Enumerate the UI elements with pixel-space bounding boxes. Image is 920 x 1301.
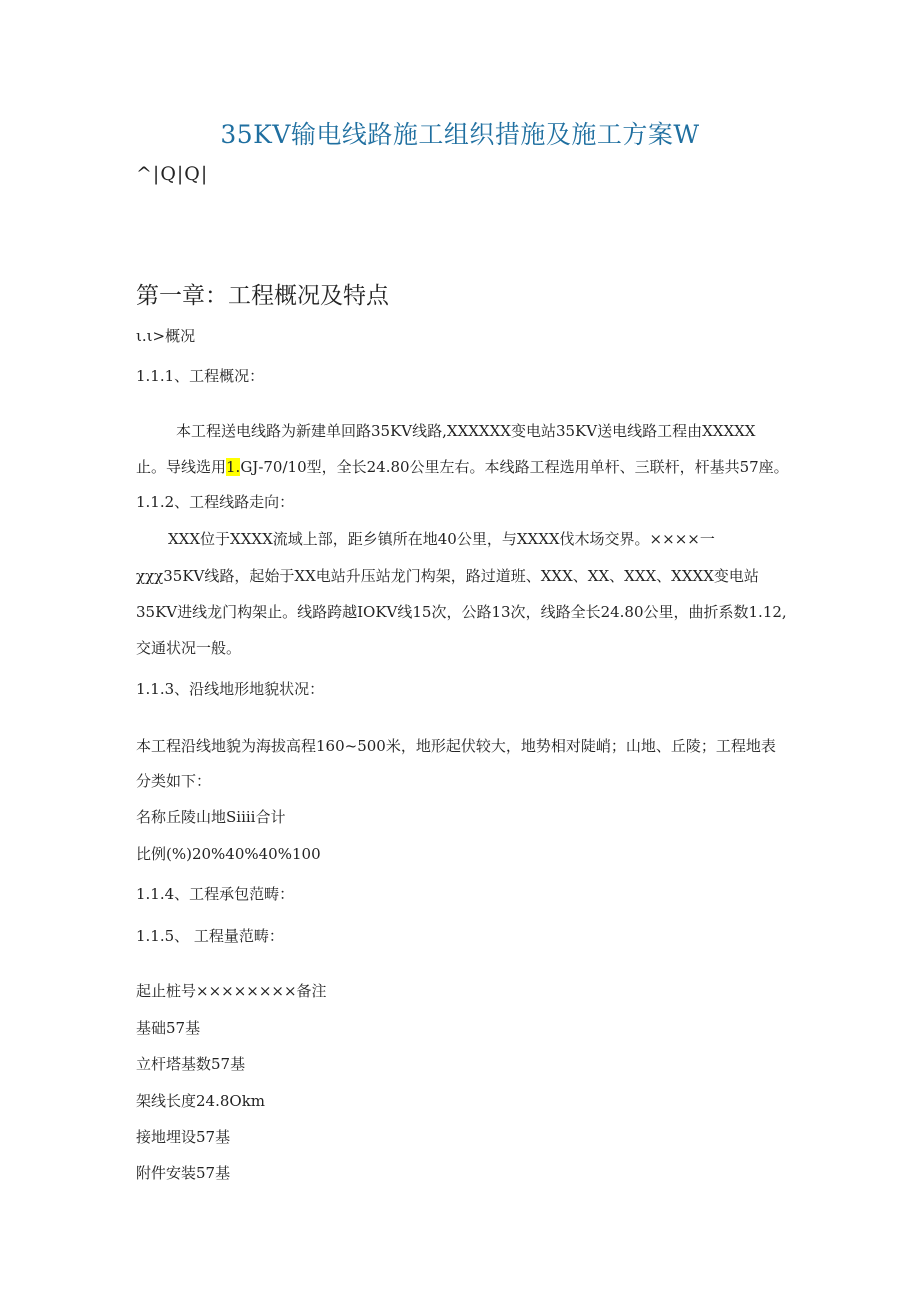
quantity-row: 架线长度24.8Okm <box>136 1092 266 1110</box>
paragraph-3-line-2: 分类如下： <box>136 772 212 790</box>
paragraph-1-line-1: 本工程送电线路为新建单回路35KV线路,XXXXXX变电站35KV送电线路工程由XXXXX <box>176 422 756 440</box>
section-heading-1-1-1: 1.1.1、工程概况： <box>136 367 265 385</box>
paragraph-1-line-2 <box>136 457 789 477</box>
section-heading-1-1-2: 1.1.2、工程线路走向： <box>136 493 295 511</box>
section-heading-1-1-4: 1.1.4、工程承包范畴： <box>136 885 295 903</box>
quantity-row: 基础57基 <box>136 1019 201 1037</box>
terrain-header-row: 名称丘陵山地Siiii合计 <box>136 808 286 826</box>
section-heading-1-1-5: 1.1.5、 工程量范畴： <box>136 927 284 945</box>
highlighted-text: 1. <box>226 458 241 476</box>
section-heading-1-1-3: 1.1.3、沿线地形地貌状况： <box>136 680 325 698</box>
paragraph-3-line-1: 本工程沿线地貌为海拔高程160~500米，地形起伏较大，地势相对陡峭；山地、丘陵；工程地表 <box>136 737 776 755</box>
quantity-row: 附件安装57基 <box>136 1164 231 1182</box>
document-title: 35KV输电线路施工组织措施及施工方案W <box>220 120 700 149</box>
chapter-heading: 第一章：工程概况及特点 <box>136 283 389 309</box>
terrain-ratio-row: 比例(%)20%40%40%100 <box>136 845 321 863</box>
paragraph-2-line-4: 交通状况一般。 <box>136 639 242 657</box>
paragraph-1-line-2-post: GJ-70/10型，全长24.80公里左右。本线路工程选用单杆、三联杆，杆基共57座。 <box>240 458 789 476</box>
paragraph-2-line-2: χχχ35KV线路，起始于XX电站升压站龙门构架，路过道班、XXX、XX、XXX、XXXX变电站 <box>136 567 759 585</box>
paragraph-2-line-3: 35KV进线龙门构架止。线路跨越IOKV线15次，公路13次，线路全长24.80公里，曲折系数1.12, <box>136 603 787 621</box>
paragraph-2-line-1: XXX位于XXXX流域上部，距乡镇所在地40公里，与XXXX伐木场交界。××××一 <box>168 530 715 548</box>
quantity-row: 接地埋设57基 <box>136 1128 231 1146</box>
document-subtitle: ^|Q|Q| <box>136 163 209 185</box>
paragraph-1-line-2-pre: 止。导线选用 <box>136 458 227 476</box>
section-heading-overview: ι.ι>概况 <box>136 327 196 345</box>
quantity-row: 立杆塔基数57基 <box>136 1055 246 1073</box>
quantity-header-row: 起止桩号××××××××备注 <box>136 982 327 1000</box>
